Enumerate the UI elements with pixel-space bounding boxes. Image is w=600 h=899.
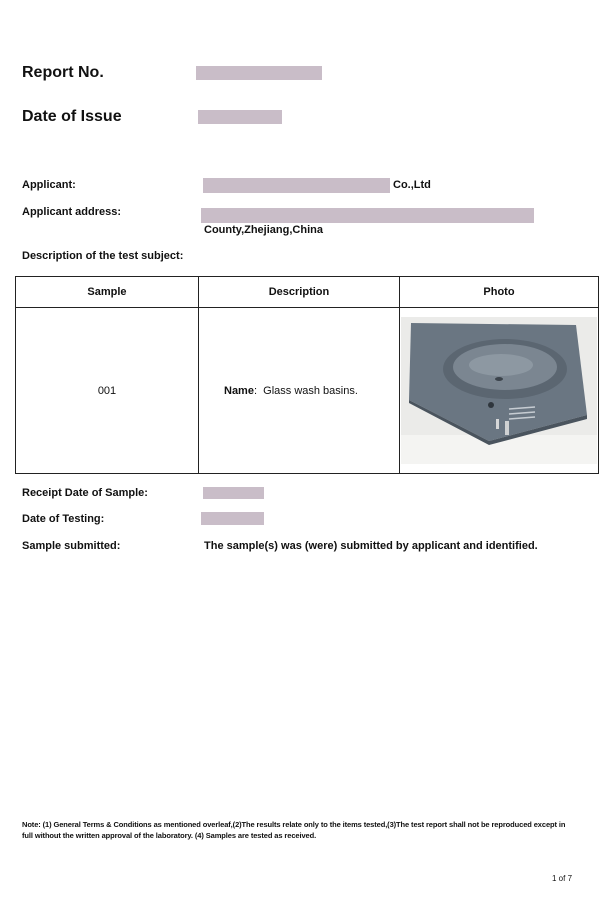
sample-photo — [401, 317, 597, 464]
date-of-issue-label: Date of Issue — [22, 108, 122, 125]
testing-date-redaction — [201, 512, 264, 525]
glass-basin-image — [401, 317, 597, 464]
test-subject-table — [15, 276, 599, 474]
table-row — [16, 308, 599, 474]
header-sample: Sample — [16, 277, 199, 308]
footer-note-line2: full without the written approval of the laboratory. (4) Samples are tested as received. — [22, 831, 317, 840]
testing-date-label: Date of Testing: — [22, 513, 105, 525]
applicant-label: Applicant: — [22, 179, 76, 191]
sample-submitted-label: Sample submitted: — [22, 540, 121, 552]
sample-submitted-value: The sample(s) was (were) submitted by applicant and identified. — [204, 540, 538, 552]
photo-cell — [400, 308, 599, 474]
name-value: Glass wash basins. — [263, 384, 358, 397]
applicant-address-line2: County,Zhejiang,China — [204, 224, 323, 236]
footer-note — [22, 819, 592, 841]
footer-note-line1: Note: (1) General Terms & Conditions as mentioned overleaf,(2)The results relate only to the items tested,(3)The test report shall not be reproduced except in — [22, 820, 566, 829]
page-number: 1 of 7 — [552, 874, 573, 883]
applicant-address-redaction — [201, 208, 534, 223]
applicant-suffix: Co.,Ltd — [393, 179, 431, 191]
applicant-address-label: Applicant address: — [22, 206, 122, 218]
sample-id-cell: 001 — [16, 308, 199, 474]
applicant-name-redaction — [203, 178, 390, 193]
header-photo: Photo — [400, 277, 599, 308]
name-label: Name — [224, 384, 254, 397]
description-cell: Name: Glass wash basins. — [199, 308, 400, 474]
report-no-redaction — [196, 66, 322, 80]
report-no-label: Report No. — [22, 64, 104, 81]
receipt-date-label: Receipt Date of Sample: — [22, 487, 148, 499]
header-description: Description — [199, 277, 400, 308]
date-of-issue-redaction — [198, 110, 282, 124]
receipt-date-redaction — [203, 487, 264, 499]
test-subject-label: Description of the test subject: — [22, 250, 184, 262]
table-header-row — [16, 277, 599, 308]
